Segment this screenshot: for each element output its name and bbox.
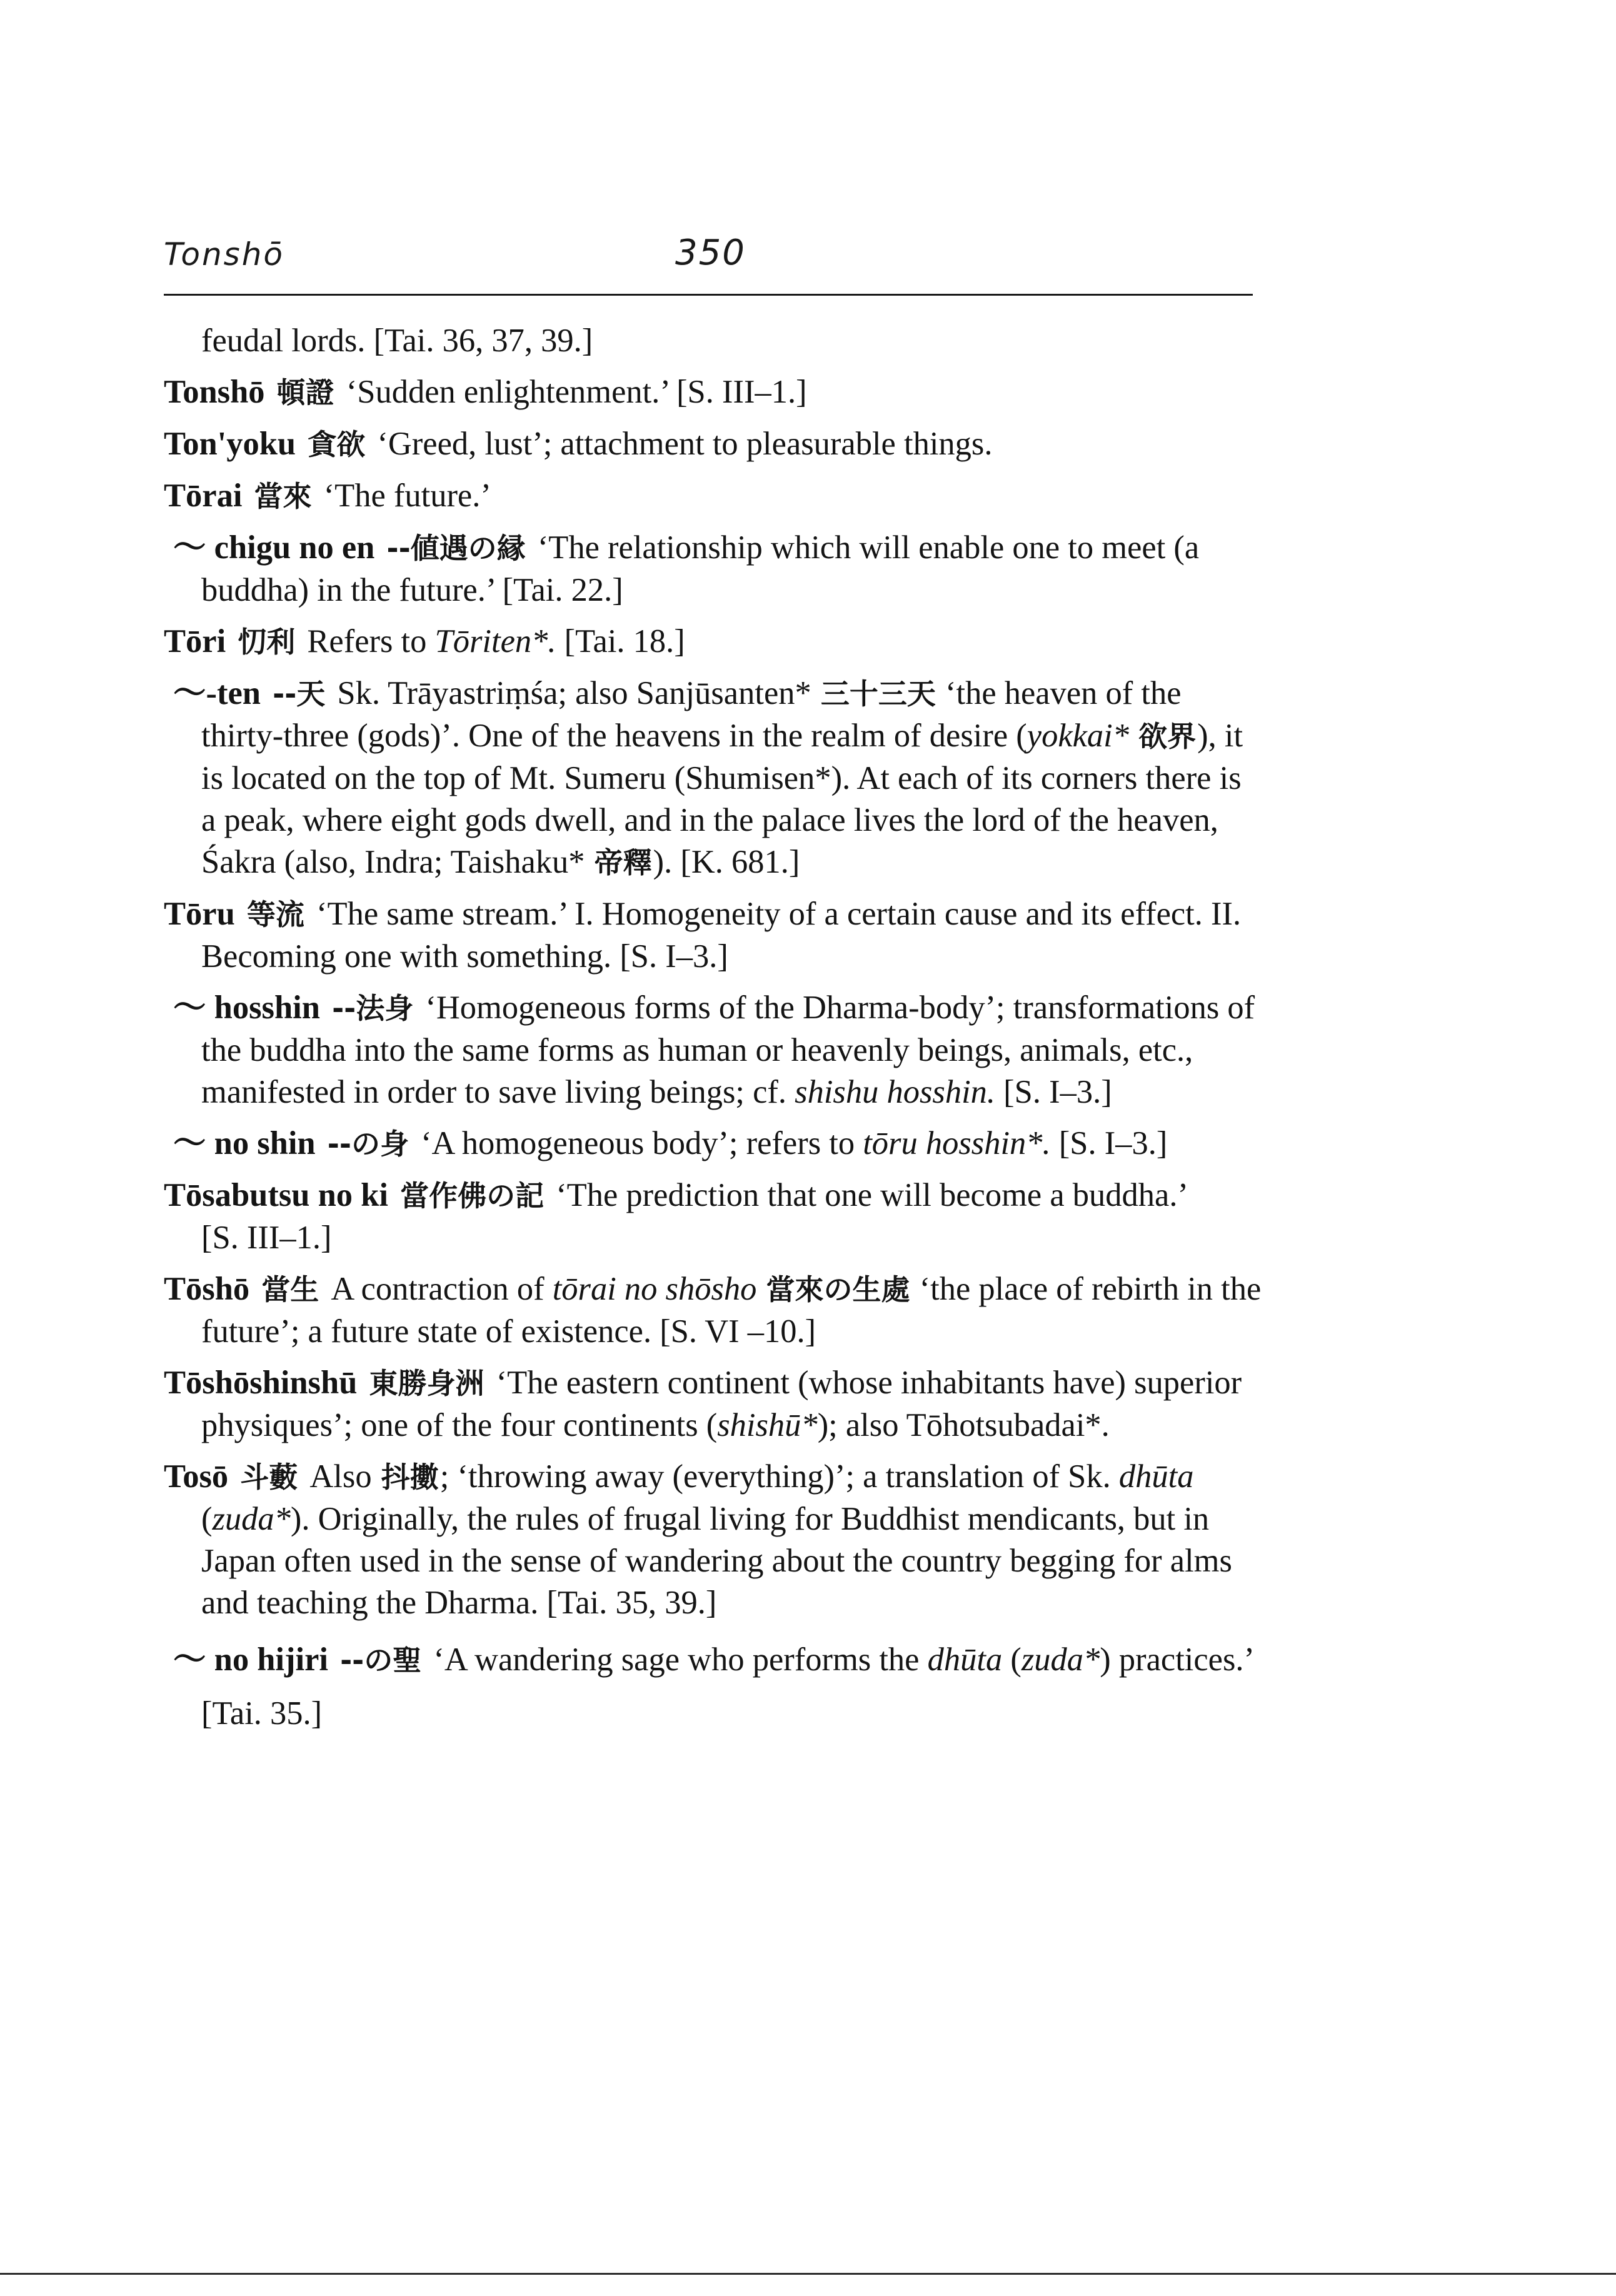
entry-ref: [S. III–1.] <box>201 1220 332 1256</box>
subentry-hosshin <box>164 987 1262 1113</box>
kanji: 斗藪 <box>240 1460 298 1494</box>
entries-column <box>164 320 1262 1750</box>
entry-ref: [S. I–3.] <box>1003 1074 1112 1110</box>
kanji: 當生 <box>261 1273 319 1306</box>
entry-tonsho <box>164 371 1262 414</box>
entry-ref: [S. I–3.] <box>1058 1125 1168 1161</box>
headword: Tonshō <box>164 374 265 410</box>
headword: Ton'yoku <box>164 426 296 462</box>
entry-ref: [Tai. 35, 39.] <box>546 1585 717 1621</box>
cross-reference: tōrai no shōsho <box>552 1271 757 1307</box>
definition: ‘The same stream.’ I. Homogeneity of a certain cause and its effect. II. Becoming one with something. <box>201 896 1242 975</box>
definition: ‘The prediction that one will become a buddha.’ <box>556 1177 1187 1213</box>
tilde-mark: ～ <box>173 1125 206 1161</box>
headword: Tōsabutsu no ki <box>164 1177 388 1213</box>
headword: Tōshōshinshū <box>164 1365 358 1401</box>
kanji: 當來の生處 <box>766 1273 910 1306</box>
footer-rule <box>0 2273 1616 2275</box>
kanji: 欲界 <box>1138 719 1197 753</box>
kanji: --値遇の縁 <box>386 531 526 565</box>
headword: hosshin <box>214 990 320 1026</box>
kanji: 當作佛の記 <box>400 1179 545 1213</box>
subentry-toriten: ～-ten --天 Sk. Trāyastriṃśa; also Sanjūsanten* 三十三天 ‘the heaven of the thirty-three (gods)’. One of the heavens in the realm of desire (yokkai* 欲界), it is located on the top of Mt. Sumeru (Shumisen*). At each of its corners there is a peak, where eight gods dwell, and in the palace lives the lord of the heaven, Śakra (also, Indra; Taishaku* 帝釋). [K. 681.] <box>173 675 1243 880</box>
cross-reference: shishu hosshin. <box>795 1074 996 1110</box>
kanji: --法身 <box>332 991 414 1025</box>
entry-toru <box>164 893 1262 978</box>
entry-ref: [S. I–3.] <box>620 938 728 975</box>
definition: Refers to <box>307 623 427 659</box>
entry-toso: Tosō 斗藪 Also 抖擻; ‘throwing away (everything)’; a translation of Sk. dhūta (zuda*). Originally, the rules of frugal living for Buddhist mendicants, but in Japan often used in the sense of wandering about the country begging for alms and teaching the Dharma. [Tai. 35, 39.] <box>164 1458 1232 1621</box>
headword: no shin <box>214 1125 316 1161</box>
entry-tonyoku <box>164 423 1262 466</box>
subentry-chigu-no-en <box>164 527 1262 611</box>
headword: Tōru <box>164 896 235 932</box>
definition: ‘The relationship which will enable one to meet (a buddha) in the future.’ <box>201 529 1200 608</box>
kanji: --の身 <box>327 1127 409 1161</box>
kanji: 貪欲 <box>308 428 366 461</box>
headword: Tosō <box>164 1458 229 1495</box>
tilde-mark: ～ <box>173 990 206 1026</box>
page-number: 350 <box>675 233 746 273</box>
tilde-mark: ～ <box>173 1642 206 1678</box>
headword: Tōri <box>164 623 226 659</box>
kanji: --の聖 <box>340 1643 422 1677</box>
headword: -ten <box>206 675 261 711</box>
entry-continuation: feudal lords. [Tai. 36, 37, 39.] <box>201 323 593 359</box>
entry-ref: [Tai. 35.] <box>201 1695 323 1732</box>
kanji: 抖擻 <box>381 1460 439 1494</box>
definition: ‘A homogeneous body’; refers to <box>421 1125 855 1161</box>
kanji: 忉利 <box>238 625 296 659</box>
entry-torai <box>164 475 1262 518</box>
definition: ‘Greed, lust’; attachment to pleasurable things. <box>377 426 993 462</box>
subentry-no-hijiri: ～ no hijiri --の聖 ‘A wandering sage who performs the dhūta (zuda*) practices.’ [Tai. 35.] <box>173 1642 1253 1732</box>
entry-tosabutsu-no-ki <box>164 1175 1262 1259</box>
headword: Tōshō <box>164 1271 250 1307</box>
entry-ref: [S. III–1.] <box>676 374 807 410</box>
entry-ref: [Tai. 18.] <box>564 623 685 659</box>
header-rule <box>164 294 1253 296</box>
kanji: --天 <box>273 677 326 711</box>
cross-reference: tōru hosshin*. <box>863 1125 1051 1161</box>
headword: chigu no en <box>214 529 375 566</box>
entry-tori <box>164 621 1262 663</box>
definition: ‘The future.’ <box>323 478 491 514</box>
cross-reference: Tōriten*. <box>434 623 556 659</box>
entry-toshoshinshu: Tōshōshinshū 東勝身洲 ‘The eastern continent (whose inhabitants have) superior physiques’; one of the four continents (shishū*); also Tōhotsubadai*. <box>164 1365 1242 1443</box>
entry-ref: [S. VI –10.] <box>660 1313 816 1350</box>
entry-tosho: Tōshō 當生 A contraction of tōrai no shōsho 當來の生處 ‘the place of rebirth in the future’; a future state of existence. [S. VI –10.] <box>164 1271 1262 1350</box>
entry-ref: [Tai. 36, 37, 39.] <box>373 323 593 359</box>
definition: ‘Homogeneous forms of the Dharma-body’; transformations of the buddha into the same forms as human or heavenly beings, animals, etc., manifested in order to save living beings; cf. <box>201 990 1255 1110</box>
headword: Tōrai <box>164 478 243 514</box>
running-head: Tonshō <box>164 236 284 273</box>
subentry-no-shin <box>164 1123 1262 1165</box>
headword: no hijiri <box>214 1642 328 1678</box>
kanji: 三十三天 <box>820 677 936 711</box>
kanji: 帝釋 <box>594 846 652 880</box>
tilde-mark: ～ <box>173 675 206 711</box>
entry-ref: [Tai. 22.] <box>502 572 623 608</box>
tilde-mark: ～ <box>173 529 206 566</box>
kanji: 頓證 <box>276 376 334 409</box>
entry-ref: [K. 681.] <box>680 844 800 880</box>
page-header <box>164 233 1252 286</box>
kanji: 等流 <box>246 898 304 931</box>
kanji: 當來 <box>254 479 312 513</box>
kanji: 東勝身洲 <box>369 1366 484 1400</box>
definition: ‘Sudden enlightenment.’ <box>346 374 668 410</box>
